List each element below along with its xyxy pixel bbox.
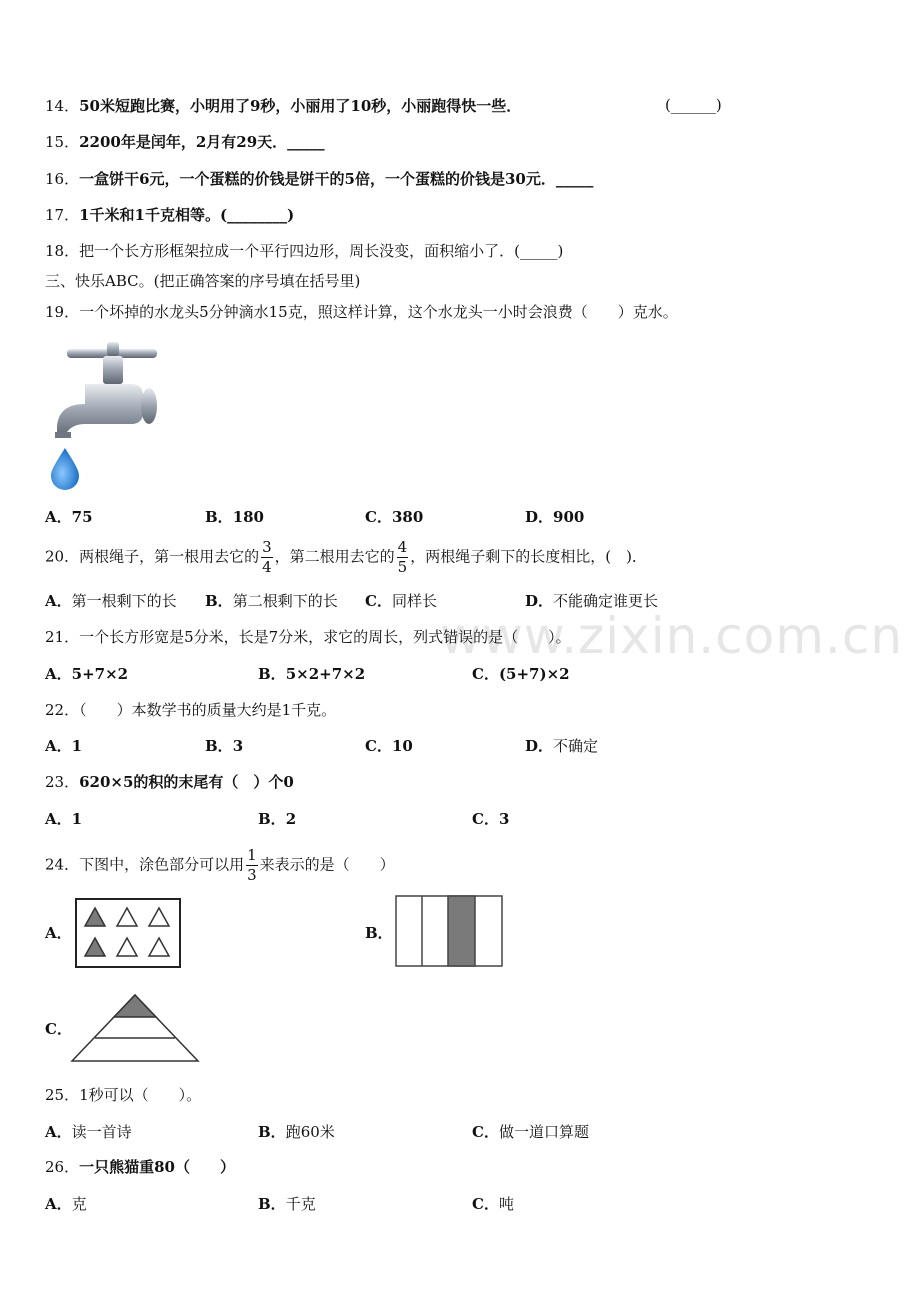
option-a[interactable]: A．第一根剩下的长: [45, 592, 177, 610]
question-text: 2200年是闰年，2月有29天．_____: [79, 133, 325, 151]
option-c[interactable]: C．: [45, 1020, 72, 1038]
fraction: $\frac{3}{4}$: [262, 538, 272, 576]
question-number: 20．: [45, 547, 80, 566]
option-a[interactable]: A．5+7×2: [45, 665, 129, 683]
option-b-figure[interactable]: [395, 895, 505, 968]
question-18: [45, 241, 563, 261]
option-a[interactable]: A．读一首诗: [45, 1123, 132, 1141]
option-b[interactable]: B．2: [258, 810, 297, 828]
question-text: 把一个长方形框架拉成一个平行四边形，周长没变，面积缩小了．(_____): [79, 242, 564, 260]
question-text: 一盒饼干6元，一个蛋糕的价钱是饼干的5倍，一个蛋糕的价钱是30元．_____: [79, 170, 594, 188]
question-24: 24．下图中，涂色部分可以用 $\frac{1}{3}$ 来表示的是（ ）: [45, 846, 395, 884]
question-21: [45, 627, 571, 647]
question-number: 17．: [45, 206, 80, 224]
option-a[interactable]: A．1: [45, 737, 83, 755]
option-c[interactable]: C．(5+7)×2: [472, 665, 570, 683]
question-number: 22．: [45, 701, 80, 719]
option-c[interactable]: C．3: [472, 810, 510, 828]
option-a[interactable]: A．75: [45, 508, 93, 526]
water-drop-icon: [51, 448, 79, 490]
question-19: [45, 302, 678, 322]
fraction: $\frac{1}{3}$: [247, 846, 257, 884]
option-c[interactable]: C．吨: [472, 1195, 514, 1213]
question-number: 21．: [45, 628, 80, 646]
question-text: 50米短跑比赛，小明用了9秒，小丽用了10秒，小丽跑得快一些．: [79, 97, 522, 115]
option-c-figure[interactable]: [70, 993, 200, 1063]
option-b[interactable]: B．: [365, 924, 393, 942]
option-b[interactable]: B．180: [205, 508, 264, 526]
question-text: 620×5的积的末尾有（ ）个0: [79, 773, 294, 791]
option-c[interactable]: C．同样长: [365, 592, 437, 610]
question-text: 下图中，涂色部分可以用: [79, 855, 245, 874]
option-a[interactable]: A．: [45, 924, 72, 942]
question-text: 一个长方形宽是5分米，长是7分米，求它的周长，列式错误的是（ ）。: [79, 628, 571, 646]
question-17: [45, 205, 294, 225]
option-b[interactable]: B．3: [205, 737, 244, 755]
question-number: 19．: [45, 303, 80, 321]
question-14: [45, 96, 521, 116]
faucet-illustration: [45, 340, 165, 490]
fraction: $\frac{4}{5}$: [397, 538, 408, 576]
question-text: 1秒可以（ ）。: [79, 1086, 202, 1104]
question-number: 24．: [45, 855, 80, 874]
watermark: www.zixin.com.cn: [440, 607, 904, 665]
option-a[interactable]: A．1: [45, 810, 83, 828]
answer-blank-14: (______): [665, 96, 722, 114]
option-a[interactable]: A．克: [45, 1195, 87, 1213]
question-text: 一个坏掉的水龙头5分钟滴水15克，照这样计算，这个水龙头一小时会浪费（ ）克水。: [79, 303, 678, 321]
shaded-strip: [448, 896, 475, 966]
question-text: 1千米和1千克相等。(________): [79, 206, 295, 224]
question-26: [45, 1157, 235, 1177]
option-d[interactable]: D．900: [525, 508, 585, 526]
option-c[interactable]: C．做一道口算题: [472, 1123, 589, 1141]
option-b[interactable]: B．第二根剩下的长: [205, 592, 338, 610]
option-b[interactable]: B．千克: [258, 1195, 316, 1213]
question-22: [45, 700, 336, 720]
option-b[interactable]: B．跑60米: [258, 1123, 335, 1141]
question-25: [45, 1085, 201, 1105]
option-b[interactable]: B．5×2+7×2: [258, 665, 366, 683]
question-number: 26．: [45, 1158, 80, 1176]
question-20: 20．两根绳子，第一根用去它的 $\frac{3}{4}$ ，第二根用去它的 $\frac{4}{5}$ ，两根绳子剩下的长度相比，( )．: [45, 538, 647, 576]
question-23: [45, 772, 294, 792]
option-a-figure[interactable]: [75, 898, 181, 968]
question-number: 16．: [45, 170, 80, 188]
section-title: 三、快乐ABC。(把正确答案的序号填在括号里): [45, 272, 361, 290]
option-c[interactable]: C．380: [365, 508, 424, 526]
option-d[interactable]: D．不能确定谁更长: [525, 592, 659, 610]
question-16: [45, 169, 593, 189]
question-number: 23．: [45, 773, 80, 791]
option-c[interactable]: C．10: [365, 737, 413, 755]
question-15: [45, 132, 325, 152]
question-number: 18．: [45, 242, 80, 260]
shaded-top-section: [114, 995, 156, 1017]
question-text: 一只熊猫重80（ ）: [79, 1158, 235, 1176]
option-d[interactable]: D．不确定: [525, 737, 599, 755]
question-text: （ ）本数学书的质量大约是1千克。: [79, 701, 337, 719]
question-number: 25．: [45, 1086, 80, 1104]
question-number: 15．: [45, 133, 80, 151]
question-number: 14．: [45, 97, 80, 115]
question-text: 两根绳子，第一根用去它的: [79, 547, 260, 566]
